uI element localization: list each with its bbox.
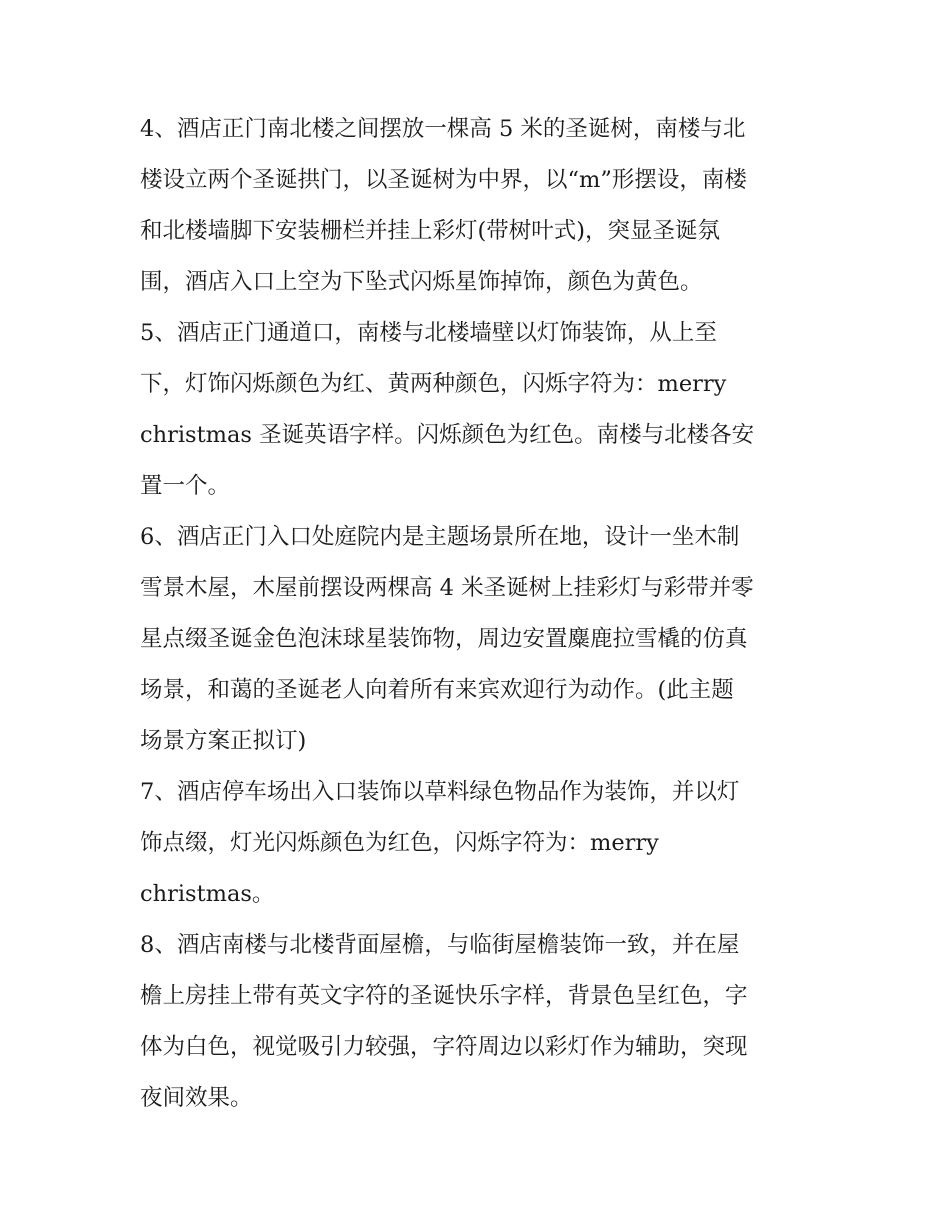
text-line: 围，酒店入口上空为下坠式闪烁星饰掉饰，颜色为黄色。 xyxy=(140,269,703,295)
text-line: 场景方案正拟订) xyxy=(140,728,307,754)
text-line: 檐上房挂上带有英文字符的圣诞快乐字样，背景色呈红色，字 xyxy=(140,983,748,1009)
text-line: 下，灯饰闪烁颜色为红、黄两种颜色，闪烁字符为：merry xyxy=(140,371,727,397)
text-line: 4、酒店正门南北楼之间摆放一棵高 5 米的圣诞树，南楼与北 xyxy=(140,116,746,142)
text-line: 楼设立两个圣诞拱门，以圣诞树为中界，以“m”形摆设，南楼 xyxy=(140,167,747,193)
text-line: 6、酒店正门入口处庭院内是主题场景所在地，设计一坐木制 xyxy=(140,524,740,550)
text-line: 星点缀圣诞金色泡沫球星装饰物，周边安置麋鹿拉雪橇的仿真 xyxy=(140,626,748,652)
text-line: 7、酒店停车场出入口装饰以草料绿色物品作为装饰，并以灯 xyxy=(140,779,740,805)
text-line: 饰点缀，灯光闪烁颜色为红色，闪烁字符为：merry xyxy=(140,830,659,856)
text-line: 体为白色，视觉吸引力较强，字符周边以彩灯作为辅助，突现 xyxy=(140,1034,748,1060)
text-line: christmas。 xyxy=(140,881,275,907)
text-line: christmas 圣诞英语字样。闪烁颜色为红色。南楼与北楼各安 xyxy=(140,422,755,448)
text-line: 场景，和蔼的圣诞老人向着所有来宾欢迎行为动作。(此主题 xyxy=(140,677,734,703)
text-line: 8、酒店南楼与北楼背面屋檐，与临街屋檐装饰一致，并在屋 xyxy=(140,932,740,958)
text-line: 雪景木屋，木屋前摆设两棵高 4 米圣诞树上挂彩灯与彩带并零 xyxy=(140,575,754,601)
text-line: 5、酒店正门通道口，南楼与北楼墙壁以灯饰装饰，从上至 xyxy=(140,320,717,346)
text-line: 夜间效果。 xyxy=(140,1085,253,1111)
text-line: 和北楼墙脚下安装栅栏并挂上彩灯(带树叶式)，突显圣诞氛 xyxy=(140,218,721,244)
document-body xyxy=(140,104,812,1124)
text-line: 置一个。 xyxy=(140,473,231,499)
